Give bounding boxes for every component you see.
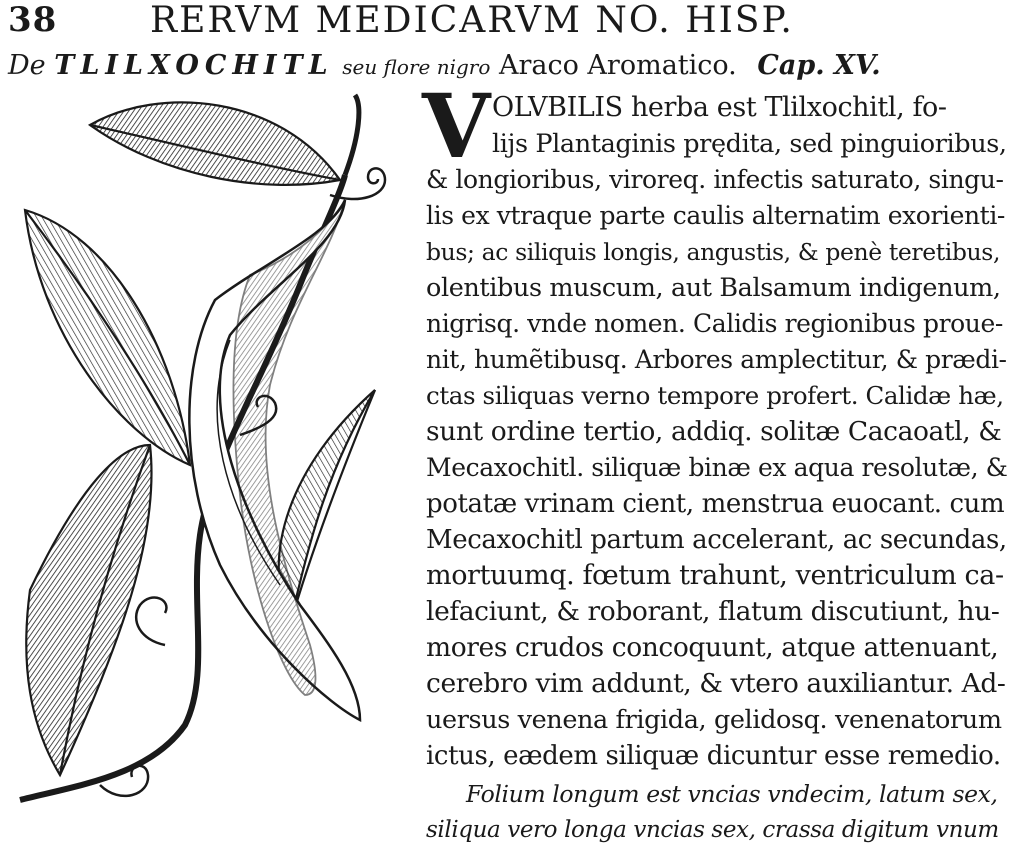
chapter-roman-title: Araco Aromatico. xyxy=(498,50,737,81)
text-line: nit, humẽtibusq. Arbores amplectitur, & prædi- xyxy=(426,345,1007,374)
text-line: & longioribus, viroreq. infectis saturato, singu- xyxy=(426,165,1004,194)
page-number: 38 xyxy=(8,0,58,40)
drop-cap: V xyxy=(422,74,491,178)
text-line: ctas siliquas verno tempore profert. Calidæ hæ, xyxy=(426,381,1004,410)
text-line: Mecaxochitl partum accelerant, ac secundas, xyxy=(426,525,1007,555)
chapter-plant-name: TLILXOCHITL xyxy=(54,50,334,81)
text-line: lis ex vtraque parte caulis alternatim exorienti- xyxy=(426,201,1005,230)
text-line: mores crudos concoquunt, atque attenuant, xyxy=(426,632,999,663)
text-line: cerebro vim addunt, & vtero auxiliantur. Ad- xyxy=(426,668,1006,699)
text-line: Mecaxochitl. siliquæ binæ ex aqua resolutæ, & xyxy=(426,453,1008,482)
text-line: uersus venena frigida, gelidosq. venenatorum xyxy=(426,705,1002,735)
text-line: nigrisq. vnde nomen. Calidis regionibus proue- xyxy=(426,309,1003,338)
chapter-title xyxy=(8,50,1008,81)
note-line: Folium longum est vncias vndecim, latum sex, xyxy=(466,780,998,808)
text-line: potatæ vrinam cient, menstrua euocant. cum xyxy=(426,489,1005,519)
text-line: bus; ac siliquis longis, angustis, & penè teretibus, xyxy=(426,238,1001,266)
text-line: sunt ordine tertio, addiq. solitæ Cacaoatl, & xyxy=(426,416,1002,447)
running-head: RERVM MEDICARVM NO. HISP. xyxy=(150,0,794,41)
text-line: OLVBILIS herba est Tlilxochitl, fo- xyxy=(492,92,947,123)
text-line: olentibus muscum, aut Balsamum indigenum, xyxy=(426,273,1001,303)
note-line: siliqua vero longa vncias sex, crassa digitum vnum xyxy=(426,817,999,843)
text-line: lijs Plantaginis prędita, sed pinguioribus, xyxy=(492,129,1007,159)
chapter-prefix: De xyxy=(8,50,46,81)
vanilla-plant-woodcut-icon xyxy=(0,85,420,856)
text-line: lefaciunt, & roborant, flatum discutiunt, hu- xyxy=(426,596,1000,627)
chapter-subtitle: seu flore nigro xyxy=(342,55,491,79)
chapter-number: Cap. XV. xyxy=(757,50,881,81)
text-line: ictus, eædem siliquæ dicuntur esse remedio. xyxy=(426,741,1001,771)
text-line: mortuumq. fœtum trahunt, ventriculum ca- xyxy=(426,560,1004,591)
